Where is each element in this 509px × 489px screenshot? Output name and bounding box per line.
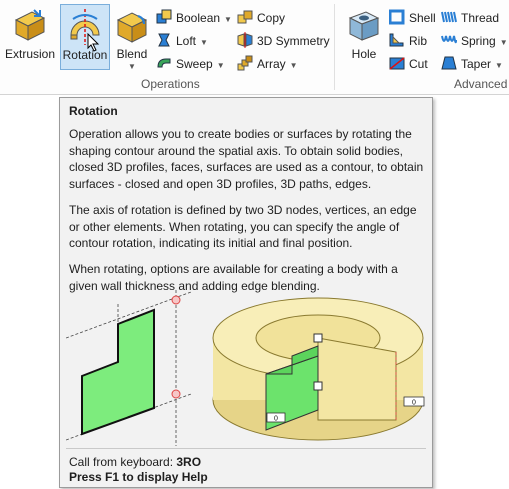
array-icon [237, 55, 253, 71]
help-hint: Press F1 to display Help [69, 470, 208, 484]
array-label: Array [257, 57, 286, 71]
hole-button[interactable] [342, 4, 386, 70]
ribbon [0, 0, 509, 95]
rib-label: Rib [409, 34, 428, 48]
taper-label: Taper [461, 57, 492, 71]
loft-label: Loft [176, 34, 197, 48]
rotation-illustration [66, 290, 428, 446]
spring-dropdown-arrow: ▼ [499, 38, 508, 47]
blend-button[interactable] [112, 4, 152, 70]
extrusion-icon [10, 6, 50, 46]
thread-label: Thread [461, 11, 500, 25]
boolean-icon [156, 9, 172, 25]
tooltip-divider [66, 448, 426, 449]
advanced-group-label: Advanced [454, 77, 508, 91]
rotation-tooltip [59, 97, 433, 488]
tooltip-title: Rotation [69, 104, 118, 118]
group-separator [334, 4, 335, 90]
spring-icon [441, 32, 457, 48]
boolean-label: Boolean [176, 11, 221, 25]
boolean-dropdown-arrow: ▼ [224, 15, 232, 24]
blend-label: Blend [116, 47, 148, 61]
hole-icon [346, 6, 382, 46]
taper-dropdown-arrow: ▼ [495, 61, 503, 70]
tag-right-label: 0 [412, 399, 416, 407]
hole-label: Hole [351, 47, 377, 61]
thread-icon [441, 9, 457, 25]
keyboard-shortcut-key: 3RO [176, 455, 202, 469]
symmetry-label: 3D Symmetry [257, 34, 330, 48]
sweep-label: Sweep [176, 57, 213, 71]
extrusion-label: Extrusion [4, 47, 56, 61]
rotation-label: Rotation [62, 48, 108, 62]
keyboard-shortcut [69, 455, 201, 469]
tooltip-paragraph-1: Operation allows you to create bodies or surfaces by rotating the shaping contour around the spatial axis. To obtain solid bodies, closed 3D profiles, faces, surfaces are used as a contour, to obtain surfaces - closed and open 3D profiles, 3D paths, edges. [69, 127, 424, 191]
array-dropdown-arrow: ▼ [289, 61, 298, 70]
shell-label: Shell [409, 11, 436, 25]
copy-icon [237, 9, 253, 25]
cut-label: Cut [409, 57, 428, 71]
sweep-icon [156, 55, 172, 71]
extrusion-button[interactable] [2, 4, 58, 70]
tag-left-label: 0 [274, 415, 278, 423]
operations-group-label: Operations [141, 77, 200, 91]
spring-label: Spring [461, 34, 496, 48]
keyboard-shortcut-label: Call from keyboard: [69, 455, 177, 469]
tooltip-paragraph-3: When rotating, options are available for creating a body with a given wall thickness and adding edge blending. [69, 262, 398, 293]
copy-label: Copy [257, 11, 286, 25]
shell-icon [389, 9, 405, 25]
loft-dropdown-arrow: ▼ [200, 38, 208, 47]
loft-icon [156, 32, 172, 48]
blend-dropdown-arrow[interactable]: ▼ [128, 62, 136, 71]
cut-icon [389, 55, 405, 71]
rotation-button[interactable] [60, 4, 110, 70]
rib-icon [389, 32, 405, 48]
symmetry-icon [237, 32, 253, 48]
tooltip-paragraph-2: The axis of rotation is defined by two 3D nodes, vertices, an edge or other elements. When rotating, you can specify the angle of contour rotation, indicating its initial and final position. [69, 203, 417, 250]
blend-icon [114, 6, 150, 46]
sweep-dropdown-arrow: ▼ [216, 61, 225, 70]
taper-icon [441, 55, 457, 71]
